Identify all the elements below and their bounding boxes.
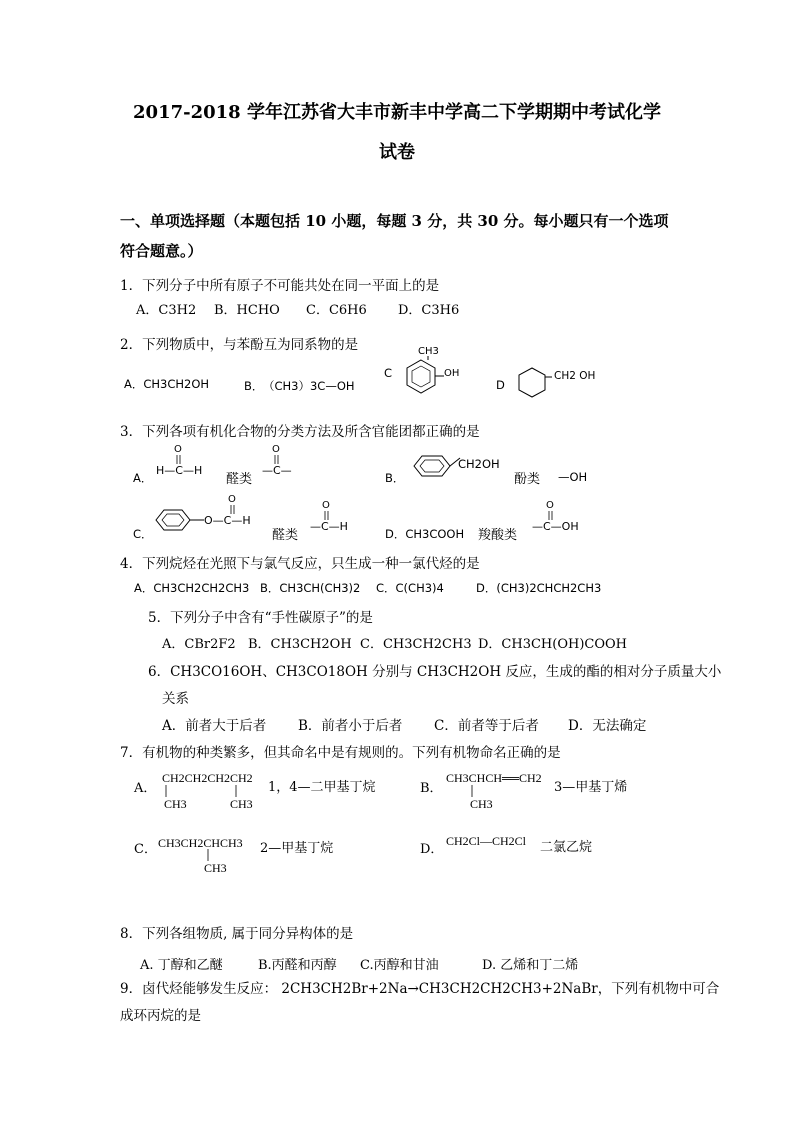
q6-option-a: A．前者大于后者 xyxy=(162,718,267,734)
q8-option-b: B.丙醛和丙醇 xyxy=(258,958,337,973)
q3-option-c-label: C． xyxy=(133,527,153,541)
q3-option-c-group: —C—H xyxy=(310,520,348,533)
q3-option-c-class: 醛类 xyxy=(272,528,299,543)
section-heading-line2: 符合题意。） xyxy=(120,242,203,260)
q3-option-c-o: O xyxy=(228,494,236,505)
q3-option-b-group: —OH xyxy=(558,470,588,484)
q8-stem: 8．下列各组物质, 属于同分异构体的是 xyxy=(120,926,354,942)
q3-option-d-group-o: O xyxy=(546,500,554,511)
q7-option-c-chain: CH3CH2CHCH3 xyxy=(158,836,243,850)
q1-option-c: C．C6H6 xyxy=(306,303,367,318)
q3-option-a-group-o: O xyxy=(272,444,280,455)
q2-option-b-label: B． xyxy=(244,379,264,393)
q3-option-b-label: B． xyxy=(385,471,405,485)
q3-option-c-group-o: O xyxy=(322,500,330,511)
q4-stem: 4．下列烷烃在光照下与氯气反应，只生成一种一氯代烃的是 xyxy=(120,556,480,572)
q2-option-d-label: D xyxy=(496,378,505,392)
q5-option-d: D．CH3CH(OH)COOH xyxy=(478,637,627,652)
q6-option-c: C．前者等于后者 xyxy=(434,718,539,734)
q7-option-b-chain: CH3CHCH══CH2 xyxy=(446,771,542,785)
q9-stem-line2: 成环丙烷的是 xyxy=(120,1008,201,1024)
q7-option-c-name: 2—甲基丁烷 xyxy=(260,841,334,856)
q2-option-d-ring-icon xyxy=(518,367,552,401)
q7-option-a-chain: CH2CH2CH2CH2 xyxy=(162,771,253,785)
q1-option-a: A．C3H2 xyxy=(136,303,197,318)
q6-option-d: D．无法确定 xyxy=(568,718,647,734)
q2-option-c-oh: OH xyxy=(444,368,460,379)
q3-option-a-class: 醛类 xyxy=(226,472,253,487)
q3-option-a-label: A． xyxy=(133,471,153,485)
q2-option-d-group: CH2 OH xyxy=(554,370,596,382)
q2-option-b-text: （CH3）3C—OH xyxy=(263,379,355,393)
q5-option-b: B．CH3CH2OH xyxy=(248,637,352,652)
q8-option-c: C.丙醇和甘油 xyxy=(360,958,439,973)
q3-option-c-struct: O—C—H xyxy=(204,514,251,527)
q3-option-a-o: O xyxy=(174,444,182,455)
q7-option-c-label: C． xyxy=(134,842,157,857)
q3-option-d-group: —C—OH xyxy=(532,520,579,533)
q3-stem: 3．下列各项有机化合物的分类方法及所含官能团都正确的是 xyxy=(120,424,480,440)
q4-option-b: B．CH3CH(CH3)2 xyxy=(260,581,361,595)
q7-option-b-name: 3—甲基丁烯 xyxy=(554,780,628,795)
q7-option-a-name: 1，4—二甲基丁烷 xyxy=(268,780,376,795)
q4-option-d: D．(CH3)2CHCH2CH3 xyxy=(476,581,602,595)
q2-option-a: A．CH3CH2OH xyxy=(124,377,210,391)
q7-option-d-name: 二氯乙烷 xyxy=(540,840,593,855)
q2-option-c-ch3: CH3 xyxy=(418,346,439,357)
q1-option-b: B．HCHO xyxy=(214,303,280,318)
q9-stem-line1: 9．卤代烃能够发生反应： 2CH3CH2Br+2Na→CH3CH2CH2CH3+2NaBr，下列有机物中可合 xyxy=(120,981,720,997)
q6-stem-line2: 关系 xyxy=(162,691,189,707)
q3-option-b-class: 酚类 xyxy=(514,472,541,487)
q7-stem: 7．有机物的种类繁多，但其命名中是有规则的。下列有机物命名正确的是 xyxy=(120,745,561,761)
q6-stem-line1: 6．CH3CO16OH、CH3CO18OH 分别与 CH3CH2OH 反应，生成的酯的相对分子质量大小 xyxy=(148,664,722,680)
q8-option-a: A. 丁醇和乙醚 xyxy=(140,958,223,973)
q3-option-d-class: 羧酸类 xyxy=(478,528,518,543)
q8-option-d: D. 乙烯和丁二烯 xyxy=(482,958,579,973)
q7-option-c-sub: CH3 xyxy=(204,861,227,875)
q1-option-d: D．C3H6 xyxy=(398,303,460,318)
q5-stem: 5．下列分子中含有“手性碳原子”的是 xyxy=(148,610,373,626)
q3-option-b-struct: CH2OH xyxy=(458,457,500,471)
page-title-line1: 2017-2018 学年江苏省大丰市新丰中学高二下学期期中考试化学 xyxy=(133,102,661,123)
q3-option-a-group: —C— xyxy=(262,464,292,477)
q3-option-b-ring-icon xyxy=(410,452,462,482)
page-title-line2: 试卷 xyxy=(379,142,415,163)
q4-option-c: C．C(CH3)4 xyxy=(376,581,444,595)
q3-option-a-struct: H—C—H xyxy=(156,464,203,477)
q6-option-b: B．前者小于后者 xyxy=(298,718,403,734)
q7-option-b-label: B． xyxy=(420,781,443,796)
q7-option-a-sub1: CH3 xyxy=(164,797,187,811)
section-heading-line1: 一、单项选择题（本题包括 10 小题，每题 3 分，共 30 分。每小题只有一个选项 xyxy=(120,212,669,230)
q1-stem: 1．下列分子中所有原子不可能共处在同一平面上的是 xyxy=(120,278,440,294)
q7-option-d-label: D． xyxy=(420,842,444,857)
q4-option-a: A．CH3CH2CH2CH3 xyxy=(134,581,250,595)
q2-stem: 2．下列物质中，与苯酚互为同系物的是 xyxy=(120,337,359,353)
q5-option-a: A．CBr2F2 xyxy=(162,637,236,652)
q3-option-c-ring-icon xyxy=(152,506,208,536)
q2-option-c-label: C xyxy=(384,366,393,380)
q7-option-a-label: A． xyxy=(134,781,157,796)
q2-option-c-ring-icon xyxy=(404,358,438,398)
q3-option-d-label: D．CH3COOH xyxy=(385,527,465,541)
q7-option-a-sub2: CH3 xyxy=(230,797,253,811)
q7-option-b-sub: CH3 xyxy=(470,797,493,811)
q5-option-c: C．CH3CH2CH3 xyxy=(360,637,472,652)
q7-option-d-chain: CH2Cl—CH2Cl xyxy=(446,834,527,848)
